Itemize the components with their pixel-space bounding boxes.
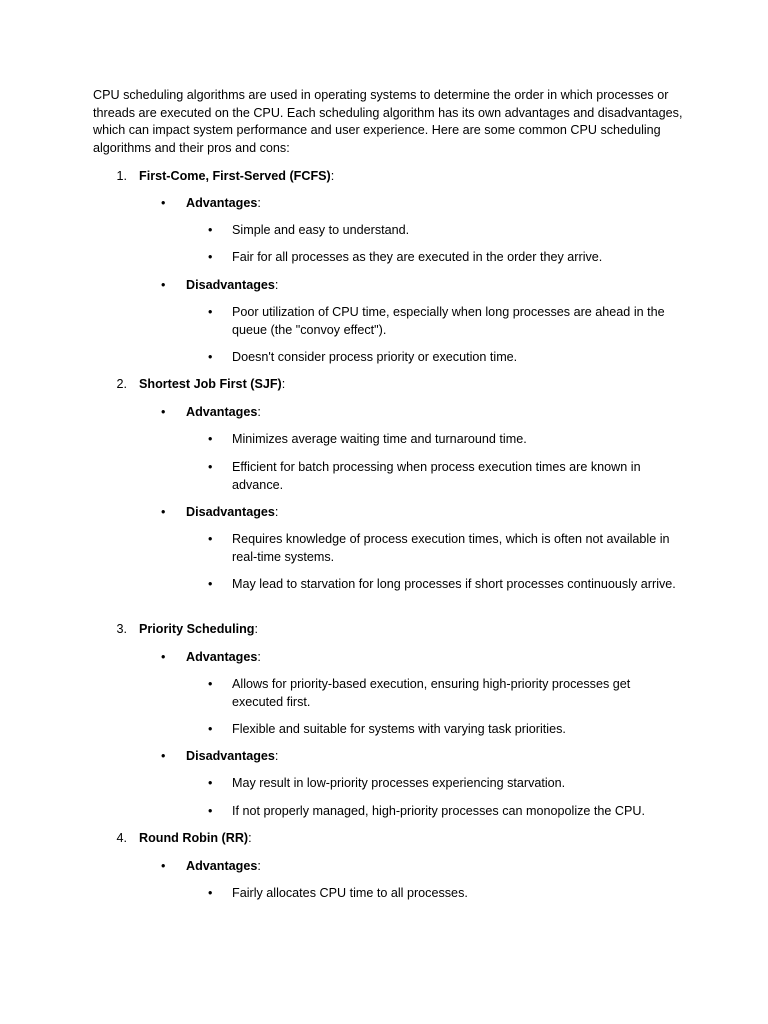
colon: : [257, 196, 261, 210]
bullet-icon: • [161, 278, 166, 292]
bullet-icon: • [208, 350, 213, 364]
advantages-heading [186, 649, 261, 667]
bullet-icon: • [208, 223, 213, 237]
bullet-icon: • [208, 250, 213, 264]
list-item: Fair for all processes as they are executed in the order they arrive. [232, 250, 603, 264]
bullet-icon: • [208, 886, 213, 900]
list-item: Flexible and suitable for systems with varying task priorities. [232, 722, 566, 736]
colon: : [257, 405, 261, 419]
bullet-icon: • [208, 776, 213, 790]
colon: : [257, 650, 261, 664]
advantages-label: Advantages [186, 196, 258, 210]
bullet-icon: • [208, 722, 213, 736]
bullet-icon: • [208, 432, 213, 446]
advantages-label: Advantages [186, 650, 258, 664]
list-number: 2. [116, 377, 127, 391]
bullet-icon: • [208, 677, 213, 691]
colon: : [257, 859, 261, 873]
bullet-icon: • [161, 405, 166, 419]
list-item: Doesn't consider process priority or execution time. [232, 350, 518, 364]
list-item: May result in low-priority processes experiencing starvation. [232, 776, 566, 790]
advantages-label: Advantages [186, 859, 258, 873]
list-number: 4. [116, 831, 127, 845]
colon: : [274, 749, 279, 763]
advantages-heading [186, 404, 261, 422]
list-item: Allows for priority-based execution, ensuring high-priority processes get executed first. [232, 677, 631, 709]
bullet-icon: • [208, 460, 213, 474]
intro-paragraph: CPU scheduling algorithms are used in operating systems to determine the order in which processes or threads are executed on the CPU. Each scheduling algorithm has its own advantages and disadvantages, which can impact system performance and user experience. Here are some common CPU scheduling algorithms and their pros and cons: [93, 88, 683, 155]
bullet-icon: • [208, 305, 213, 319]
disadvantages-heading [186, 748, 278, 766]
algorithm-heading [139, 168, 334, 186]
colon: : [274, 505, 279, 519]
disadvantages-label: Disadvantages [186, 749, 275, 763]
bullet-icon: • [161, 650, 166, 664]
list-item: Efficient for batch processing when process execution times are known in advance. [232, 460, 641, 492]
algorithm-name: First-Come, First-Served (FCFS) [139, 169, 331, 183]
list-item: May lead to starvation for long processes if short processes continuously arrive. [232, 577, 676, 591]
advantages-label: Advantages [186, 405, 258, 419]
colon: : [330, 169, 335, 183]
disadvantages-label: Disadvantages [186, 505, 275, 519]
list-item: Minimizes average waiting time and turnaround time. [232, 432, 527, 446]
algorithm-name: Round Robin (RR) [139, 831, 249, 845]
disadvantages-label: Disadvantages [186, 278, 275, 292]
bullet-icon: • [208, 804, 213, 818]
disadvantages-heading [186, 504, 278, 522]
bullet-icon: • [161, 505, 166, 519]
disadvantages-heading [186, 277, 278, 295]
list-number: 3. [116, 622, 127, 636]
colon: : [254, 622, 258, 636]
bullet-icon: • [161, 196, 166, 210]
algorithm-heading [139, 376, 285, 394]
bullet-icon: • [161, 859, 166, 873]
algorithm-heading [139, 621, 258, 639]
list-item: Poor utilization of CPU time, especially when long processes are ahead in the queue (the "convoy effect"). [232, 305, 665, 337]
bullet-icon: • [208, 577, 213, 591]
list-item: Requires knowledge of process execution times, which is often not available in real-time systems. [232, 532, 670, 564]
colon: : [274, 278, 279, 292]
colon: : [281, 377, 286, 391]
bullet-icon: • [161, 749, 166, 763]
algorithm-name: Priority Scheduling [139, 622, 255, 636]
list-number: 1. [116, 169, 127, 183]
advantages-heading [186, 195, 261, 213]
algorithm-heading [139, 830, 252, 848]
list-item: Simple and easy to understand. [232, 223, 410, 237]
list-item: If not properly managed, high-priority processes can monopolize the CPU. [232, 804, 646, 818]
bullet-icon: • [208, 532, 213, 546]
advantages-heading [186, 858, 261, 876]
list-item: Fairly allocates CPU time to all processes. [232, 886, 468, 900]
colon: : [248, 831, 252, 845]
algorithm-name: Shortest Job First (SJF) [139, 377, 282, 391]
